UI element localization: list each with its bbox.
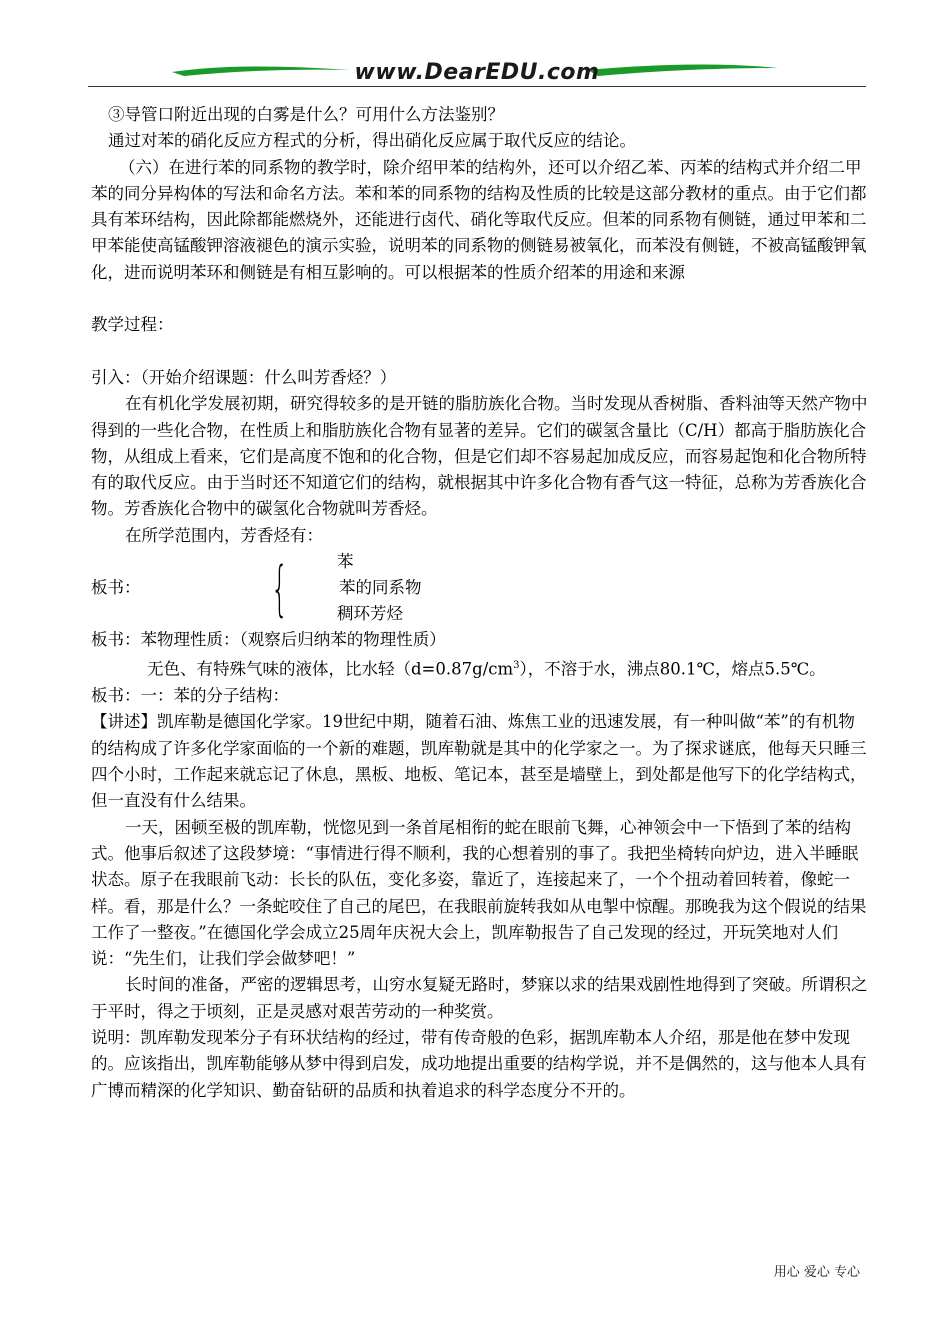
nitration-conclusion: 通过对苯的硝化反应方程式的分析，得出硝化反应属于取代反应的结论。 bbox=[108, 131, 636, 151]
board-item-fused-ring: 稠环芳烃 bbox=[337, 604, 403, 624]
site-logo-text: www.DearEDU.com bbox=[354, 60, 600, 85]
board-physical-properties: 板书：苯物理性质：（观察后归纳苯的物理性质） bbox=[91, 630, 446, 650]
physical-post: ），不溶于水，沸点80.1℃，熔点5.5℃。 bbox=[519, 659, 826, 679]
physical-pre: 无色、有特殊气味的液体，比水轻（d=0.87g/cm bbox=[147, 659, 514, 679]
process-heading: 教学过程： bbox=[91, 315, 174, 335]
board-item-homologues: 苯的同系物 bbox=[339, 578, 422, 598]
dream-paragraph: 一天，困顿至极的凯库勒，恍惚见到一条首尾相衔的蛇在眼前飞舞，心神领会中一下悟到了苯的结构式。他事后叙述了这段梦境：“事情进行得不顺利，我的心想着别的事了。我把坐椅转向炉边，进入半睡眠状态。原子在我眼前飞动：长长的队伍，变化多姿，靠近了，连接起来了，一个个扭动着回转着，像蛇一样。看，那是什么？一条蛇咬住了自己的尾巴，在我眼前旋转我如从电掣中惊醒。那晚我为这个假说的结果工作了一整夜。”在德国化学会成立25周年庆祝大会上，凯库勒报告了自己发现的经过，开玩笑地对人们说：“先生们，让我们学会做梦吧！” bbox=[91, 817, 867, 969]
board-classification bbox=[91, 549, 869, 627]
physical-sup: 3 bbox=[513, 660, 520, 672]
page-footer: 用心 爱心 专心 bbox=[773, 1265, 860, 1280]
header-rule bbox=[88, 86, 866, 87]
explanation-paragraph: 说明：凯库勒发现苯分子有环状结构的经过，带有传奇般的色彩，据凯库勒本人介绍，那是他在梦中发现的。应该指出，凯库勒能够从梦中得到启发，成功地提出重要的结构学说，并不是偶然的，这与他本人具有广博而精深的化学知识、勤奋钻研的品质和执着追求的科学态度分不开的。 bbox=[91, 1028, 867, 1100]
question-3: ③导管口附近出现的白雾是什么？可用什么方法鉴别？ bbox=[108, 105, 504, 124]
blank-line bbox=[91, 339, 869, 365]
left-brace: { bbox=[271, 554, 289, 625]
scope-line: 在所学范围内，芳香烃有： bbox=[125, 525, 323, 545]
intro-body: 在有机化学发展初期，研究得较多的是开链的脂肪族化合物。当时发现从香树脂、香料油等天然产物中得到的一些化合物，在性质上和脂肪族化合物有显著的差异。它们的碳氢含量比（C/H）都高于脂肪族化合物，从组成上看来，它们是高度不饱和的化合物，但是它们却不容易起加成反应，而容易起饱和化合物所特有的取代反应。由于当时还不知道它们的结构，就根据其中许多化合物有香气这一特征，总称为芳香族化合物。芳香族化合物中的碳氢化合物就叫芳香烃。 bbox=[91, 394, 868, 519]
reflection-paragraph: 长时间的准备，严密的逻辑思考，山穷水复疑无路时，梦寐以求的结果戏剧性地得到了突破。所谓积之于平时，得之于顷刻，正是灵感对艰苦劳动的一种奖赏。 bbox=[91, 975, 868, 1021]
lecture-paragraph: 【讲述】凯库勒是德国化学家。19世纪中期，随着石油、炼焦工业的迅速发展，有一种叫做“苯”的有机物的结构成了许多化学家面临的一个新的难题，凯库勒就是其中的化学家之一。为了探求谜底，他每天只睡三四个小时，工作起来就忘记了休息，黑板、地板、笔记本，甚至是墙壁上，到处都是他写下的化学结构式，但一直没有什么结果。 bbox=[91, 712, 867, 811]
board-label: 板书： bbox=[91, 578, 141, 598]
intro-line: 引入：（开始介绍课题：什么叫芳香烃？） bbox=[91, 367, 397, 387]
document-body bbox=[91, 102, 869, 1104]
board-molecular-structure: 板书：一：苯的分子结构： bbox=[91, 686, 289, 706]
section-6-paragraph: （六）在进行苯的同系物的教学时，除介绍甲苯的结构外，还可以介绍乙苯、丙苯的结构式并介绍二甲苯的同分异构体的写法和命名方法。苯和苯的同系物的结构及性质的比较是这部分教材的重点。由于它们都具有苯环结构，因此除都能燃烧外，还能进行卤代、硝化等取代反应。但苯的同系物有侧链，通过甲苯和二甲苯能使高锰酸钾溶液褪色的演示实验，说明苯的同系物的侧链易被氧化，而苯没有侧链，不被高锰酸钾氧化，进而说明苯环和侧链是有相互影响的。可以根据苯的性质介绍苯的用途和来源 bbox=[91, 157, 867, 282]
blank-line bbox=[91, 286, 869, 312]
board-item-benzene: 苯 bbox=[337, 552, 354, 572]
physical-properties-text bbox=[91, 653, 869, 683]
page-header bbox=[88, 56, 866, 92]
